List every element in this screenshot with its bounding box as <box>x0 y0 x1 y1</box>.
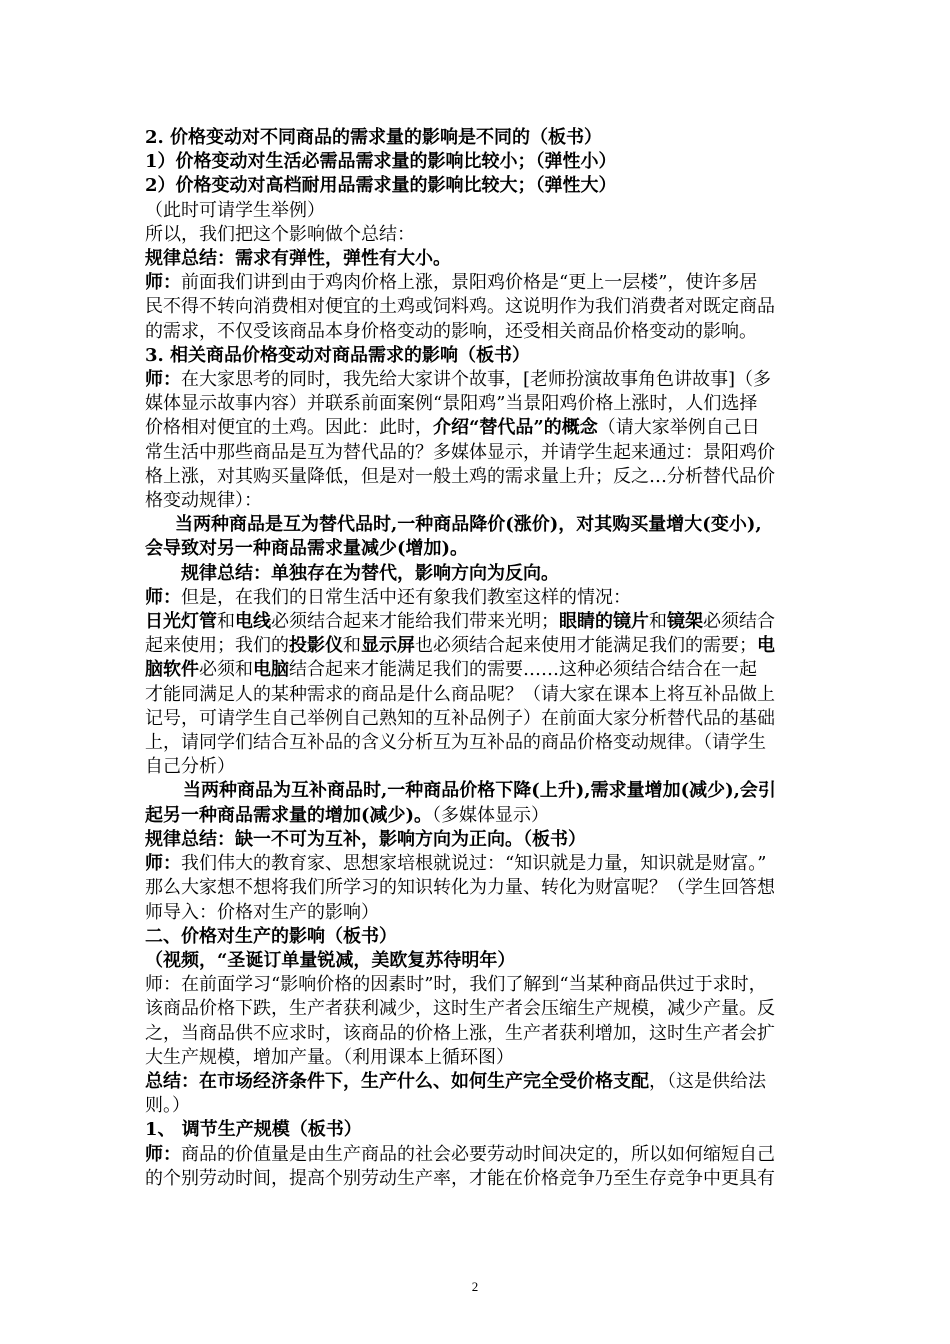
text-run: 大生产规模，增加产量。（利用课本上循环图） <box>145 1046 514 1068</box>
text-run: 师导入：价格对生产的影响） <box>145 901 379 923</box>
text-line <box>145 683 810 707</box>
bold-text: 1）价格变动对生活必需品需求量的影响比较小；（弹性小） <box>145 151 617 173</box>
text-run: 在大家思考的同时，我先给大家讲个故事，[老师扮演故事角色讲故事]（多 <box>181 369 772 391</box>
text-line <box>145 925 810 949</box>
text-run: 自己分析） <box>145 756 235 778</box>
bold-text: 规律总结：缺一不可为互补，影响方向为正向。（板书） <box>145 828 586 850</box>
text-run: 和 <box>343 635 361 657</box>
text-line <box>145 1143 810 1167</box>
bold-text: 电线 <box>235 611 271 633</box>
bold-text: 1、 调节生产规模（板书） <box>145 1119 362 1141</box>
text-line <box>145 755 810 779</box>
text-run: 前面我们讲到由于鸡肉价格上涨，景阳鸡价格是“更上一层楼”，使许多居 <box>181 272 758 294</box>
text-line <box>145 562 810 586</box>
text-line <box>145 1094 810 1118</box>
text-run: 所以，我们把这个影响做个总结： <box>145 223 415 245</box>
text-run: 必须结合起来才能给我们带来光明； <box>271 611 559 633</box>
text-line <box>145 634 810 658</box>
text-run: 那么大家想不想将我们所学习的知识转化为力量、转化为财富呢？（学生回答想 <box>145 877 775 899</box>
text-run: 媒体显示故事内容）并联系前面案例“景阳鸡”当景阳鸡价格上涨时，人们选择 <box>145 393 758 415</box>
text-line <box>145 852 810 876</box>
text-line <box>145 973 810 997</box>
text-line <box>145 610 810 634</box>
text-run: 起来使用；我们的 <box>145 635 289 657</box>
text-run: 师：在前面学习“影响价格的因素时”时，我们了解到“当某种商品供过于求时， <box>145 974 767 996</box>
text-line <box>145 295 810 319</box>
text-line <box>145 465 810 489</box>
text-run: 但是，在我们的日常生活中还有象我们教室这样的情况： <box>181 586 631 608</box>
text-line <box>145 804 810 828</box>
text-line <box>145 392 810 416</box>
bold-text: 眼睛的镜片 <box>559 611 649 633</box>
text-line <box>145 658 810 682</box>
text-run: 格上涨，对其购买量降低，但是对一般土鸡的需求量上升；反之…分析替代品价 <box>145 465 775 487</box>
text-run: 上，请同学们结合互补品的含义分析互为互补品的商品价格变动规律。（请学生 <box>145 732 766 754</box>
text-line <box>145 441 810 465</box>
text-line <box>145 779 810 803</box>
text-line <box>145 271 810 295</box>
text-line <box>145 416 810 440</box>
text-line <box>145 876 810 900</box>
text-run: 才能同满足人的某种需求的商品是什么商品呢？（请大家在课本上将互补品做上 <box>145 683 775 705</box>
text-run: 常生活中那些商品是互为替代品的？多媒体显示，并请学生起来通过：景阳鸡价 <box>145 441 775 463</box>
text-line <box>145 368 810 392</box>
bold-text: 规律总结：需求有弹性，弹性有大小。 <box>145 248 451 270</box>
text-line <box>145 489 810 513</box>
document-body <box>145 126 810 1191</box>
text-line <box>145 320 810 344</box>
text-line <box>145 586 810 610</box>
text-line <box>145 1118 810 1142</box>
text-run: （此时可请学生举例） <box>145 199 325 221</box>
bold-text: 2）价格变动对高档耐用品需求量的影响比较大；（弹性大） <box>145 175 617 197</box>
bold-text: 规律总结：单独存在为替代，影响方向为反向。 <box>181 562 559 584</box>
text-line <box>145 1167 810 1191</box>
bold-text: 师： <box>145 586 181 608</box>
bold-text: 脑软件 <box>145 659 199 681</box>
text-run: 必须结合 <box>703 611 775 633</box>
bold-text: 电脑 <box>253 659 289 681</box>
text-line <box>145 828 810 852</box>
text-line <box>145 513 810 537</box>
bold-text: 电 <box>757 635 775 657</box>
bold-text: 显示屏 <box>361 635 415 657</box>
bold-text: 日光灯管 <box>145 611 217 633</box>
text-line <box>145 150 810 174</box>
text-run: 记号，可请学生自己举例自己熟知的互补品例子）在前面大家分析替代品的基础 <box>145 707 775 729</box>
text-run: 格变动规律）： <box>145 490 262 512</box>
bold-text: 总结：在市场经济条件下，生产什么、如何生产完全受价格支配 <box>145 1070 649 1092</box>
bold-text: 二、价格对生产的影响（板书） <box>145 925 397 947</box>
text-line <box>145 731 810 755</box>
text-line <box>145 1022 810 1046</box>
text-run: 则。） <box>145 1095 190 1117</box>
text-run: 商品的价值量是由生产商品的社会必要劳动时间决定的，所以如何缩短自己 <box>181 1143 775 1165</box>
text-run: 必须和 <box>199 659 253 681</box>
text-run: 该商品价格下跌，生产者获利减少，这时生产者会压缩生产规模，减少产量。反 <box>145 998 775 1020</box>
text-run: 的需求，不仅受该商品本身价格变动的影响，还受相关商品价格变动的影响。 <box>145 320 757 342</box>
bold-text: 会导致对另一种商品需求量减少(增加)。 <box>145 538 469 560</box>
text-run: 的个别劳动时间，提高个别劳动生产率，才能在价格竞争乃至生存竞争中更具有 <box>145 1167 775 1189</box>
text-run: 民不得不转向消费相对便宜的土鸡或饲料鸡。这说明作为我们消费者对既定商品 <box>145 296 775 318</box>
text-run: 结合起来才能满足我们的需要……这种必须结合结合在一起 <box>289 659 757 681</box>
text-line <box>145 901 810 925</box>
text-line <box>145 537 810 561</box>
text-run: 我们伟大的教育家、思想家培根就说过：“知识就是力量，知识就是财富。” <box>181 853 767 875</box>
text-line <box>145 223 810 247</box>
text-line <box>145 707 810 731</box>
bold-text: 师： <box>145 272 181 294</box>
bold-text: 师： <box>145 1143 181 1165</box>
text-line <box>145 199 810 223</box>
text-line <box>145 247 810 271</box>
text-run: （多媒体显示） <box>432 804 550 826</box>
text-run: 和 <box>217 611 235 633</box>
text-run: 和 <box>649 611 667 633</box>
bold-text: 镜架 <box>667 611 703 633</box>
bold-text: （视频，“圣诞订单量锐减，美欧复苏待明年） <box>145 949 516 971</box>
text-line <box>145 344 810 368</box>
text-run: 之，当商品供不应求时，该商品的价格上涨，生产者获利增加，这时生产者会扩 <box>145 1022 775 1044</box>
bold-text: 师： <box>145 369 181 391</box>
bold-text: 当两种商品为互补商品时,一种商品价格下降(上升),需求量增加(减少),会引 <box>183 780 776 802</box>
text-run: 价格相对便宜的土鸡。因此：此时， <box>145 417 433 439</box>
bold-text: 投影仪 <box>289 635 343 657</box>
text-line <box>145 949 810 973</box>
text-line <box>145 1046 810 1070</box>
text-line <box>145 997 810 1021</box>
text-run: 也必须结合起来使用才能满足我们的需要； <box>415 635 757 657</box>
bold-text: 2. 价格变动对不同商品的需求量的影响是不同的（板书） <box>145 127 603 148</box>
bold-text: 起另一种商品需求量的增加(减少)。 <box>145 804 433 826</box>
bold-text: 师： <box>145 853 181 875</box>
text-run: ，（这是供给法 <box>649 1070 766 1092</box>
text-line <box>145 174 810 198</box>
bold-text: 介绍“替代品”的概念 <box>433 417 598 439</box>
text-line <box>145 1070 810 1094</box>
page-number: 2 <box>471 1279 479 1294</box>
bold-text: 当两种商品是互为替代品时,一种商品降价(涨价)，对其购买量增大(变小), <box>175 514 762 536</box>
text-run: （请大家举例自己日 <box>597 417 760 439</box>
text-line <box>145 126 810 150</box>
bold-text: 3. 相关商品价格变动对商品需求的影响（板书） <box>145 344 531 366</box>
